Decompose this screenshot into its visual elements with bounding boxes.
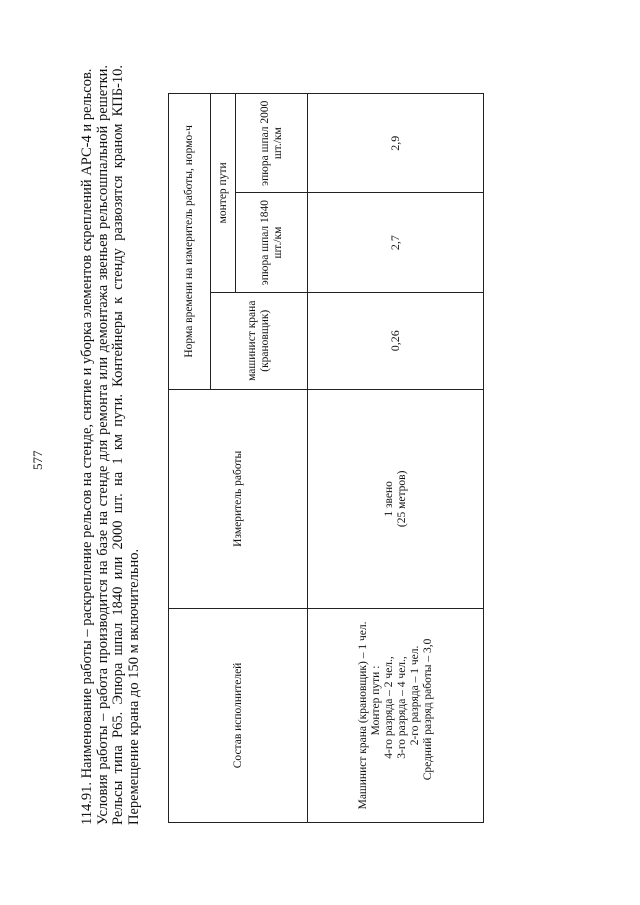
table-header-row [169,94,211,823]
header-performers: Состав исполнителей [169,608,308,822]
header-crane-operator: машинист крана (крановщик) [211,292,308,389]
performer-line: 4-го разряда – 2 чел., [382,656,395,759]
epure-1840-value: 2,7 [308,193,484,292]
header-epure-2000: эпюра шпал 2000 шт./км [236,94,308,193]
work-conditions-paragraph: Условия работы – работа производится на базе на стенде для ремонта или демонтажа звеньев рельсошпальной решетки. Рельсы типа Р65. Эпюра шпал 1840 или 2000 шт. на 1 км пути. Контейнеры к стенду развозятся краном КПБ-10. Перемещение крана до 150 м включительно. [94,65,142,825]
measure-line: (25 метров) [395,470,408,528]
intro-text [80,65,142,825]
measure-cell [308,389,484,608]
header-norm: Норма времени на измеритель работы, нормо-ч [169,94,211,390]
header-track-fitter: монтер пути [211,94,236,293]
page-number: 577 [30,450,45,470]
table-row [308,94,484,823]
performers-cell [308,608,484,822]
header-measure: Измеритель работы [169,389,308,608]
performer-line: Средний разряд работы – 3,0 [421,638,434,781]
work-title-paragraph: 114.91. Наименование работы – раскрепление рельсов на стенде, снятие и уборка элементов скреплений АРС-4 и рельсов. [79,68,95,825]
performer-line: Машинист крана (крановщик) – 1 чел. [356,621,369,810]
header-epure-1840: эпюра шпал 1840 шт./км [236,193,308,292]
performer-line: 3-го разряда – 4 чел., [395,656,408,759]
time-norms-table [168,93,484,823]
performer-line: Монтер пути : [369,665,382,736]
crane-operator-value: 0,26 [308,292,484,389]
performer-line: 2-го разряда – 1 чел. [408,645,421,746]
epure-2000-value: 2,9 [308,94,484,193]
measure-line: 1 звено [382,481,395,517]
